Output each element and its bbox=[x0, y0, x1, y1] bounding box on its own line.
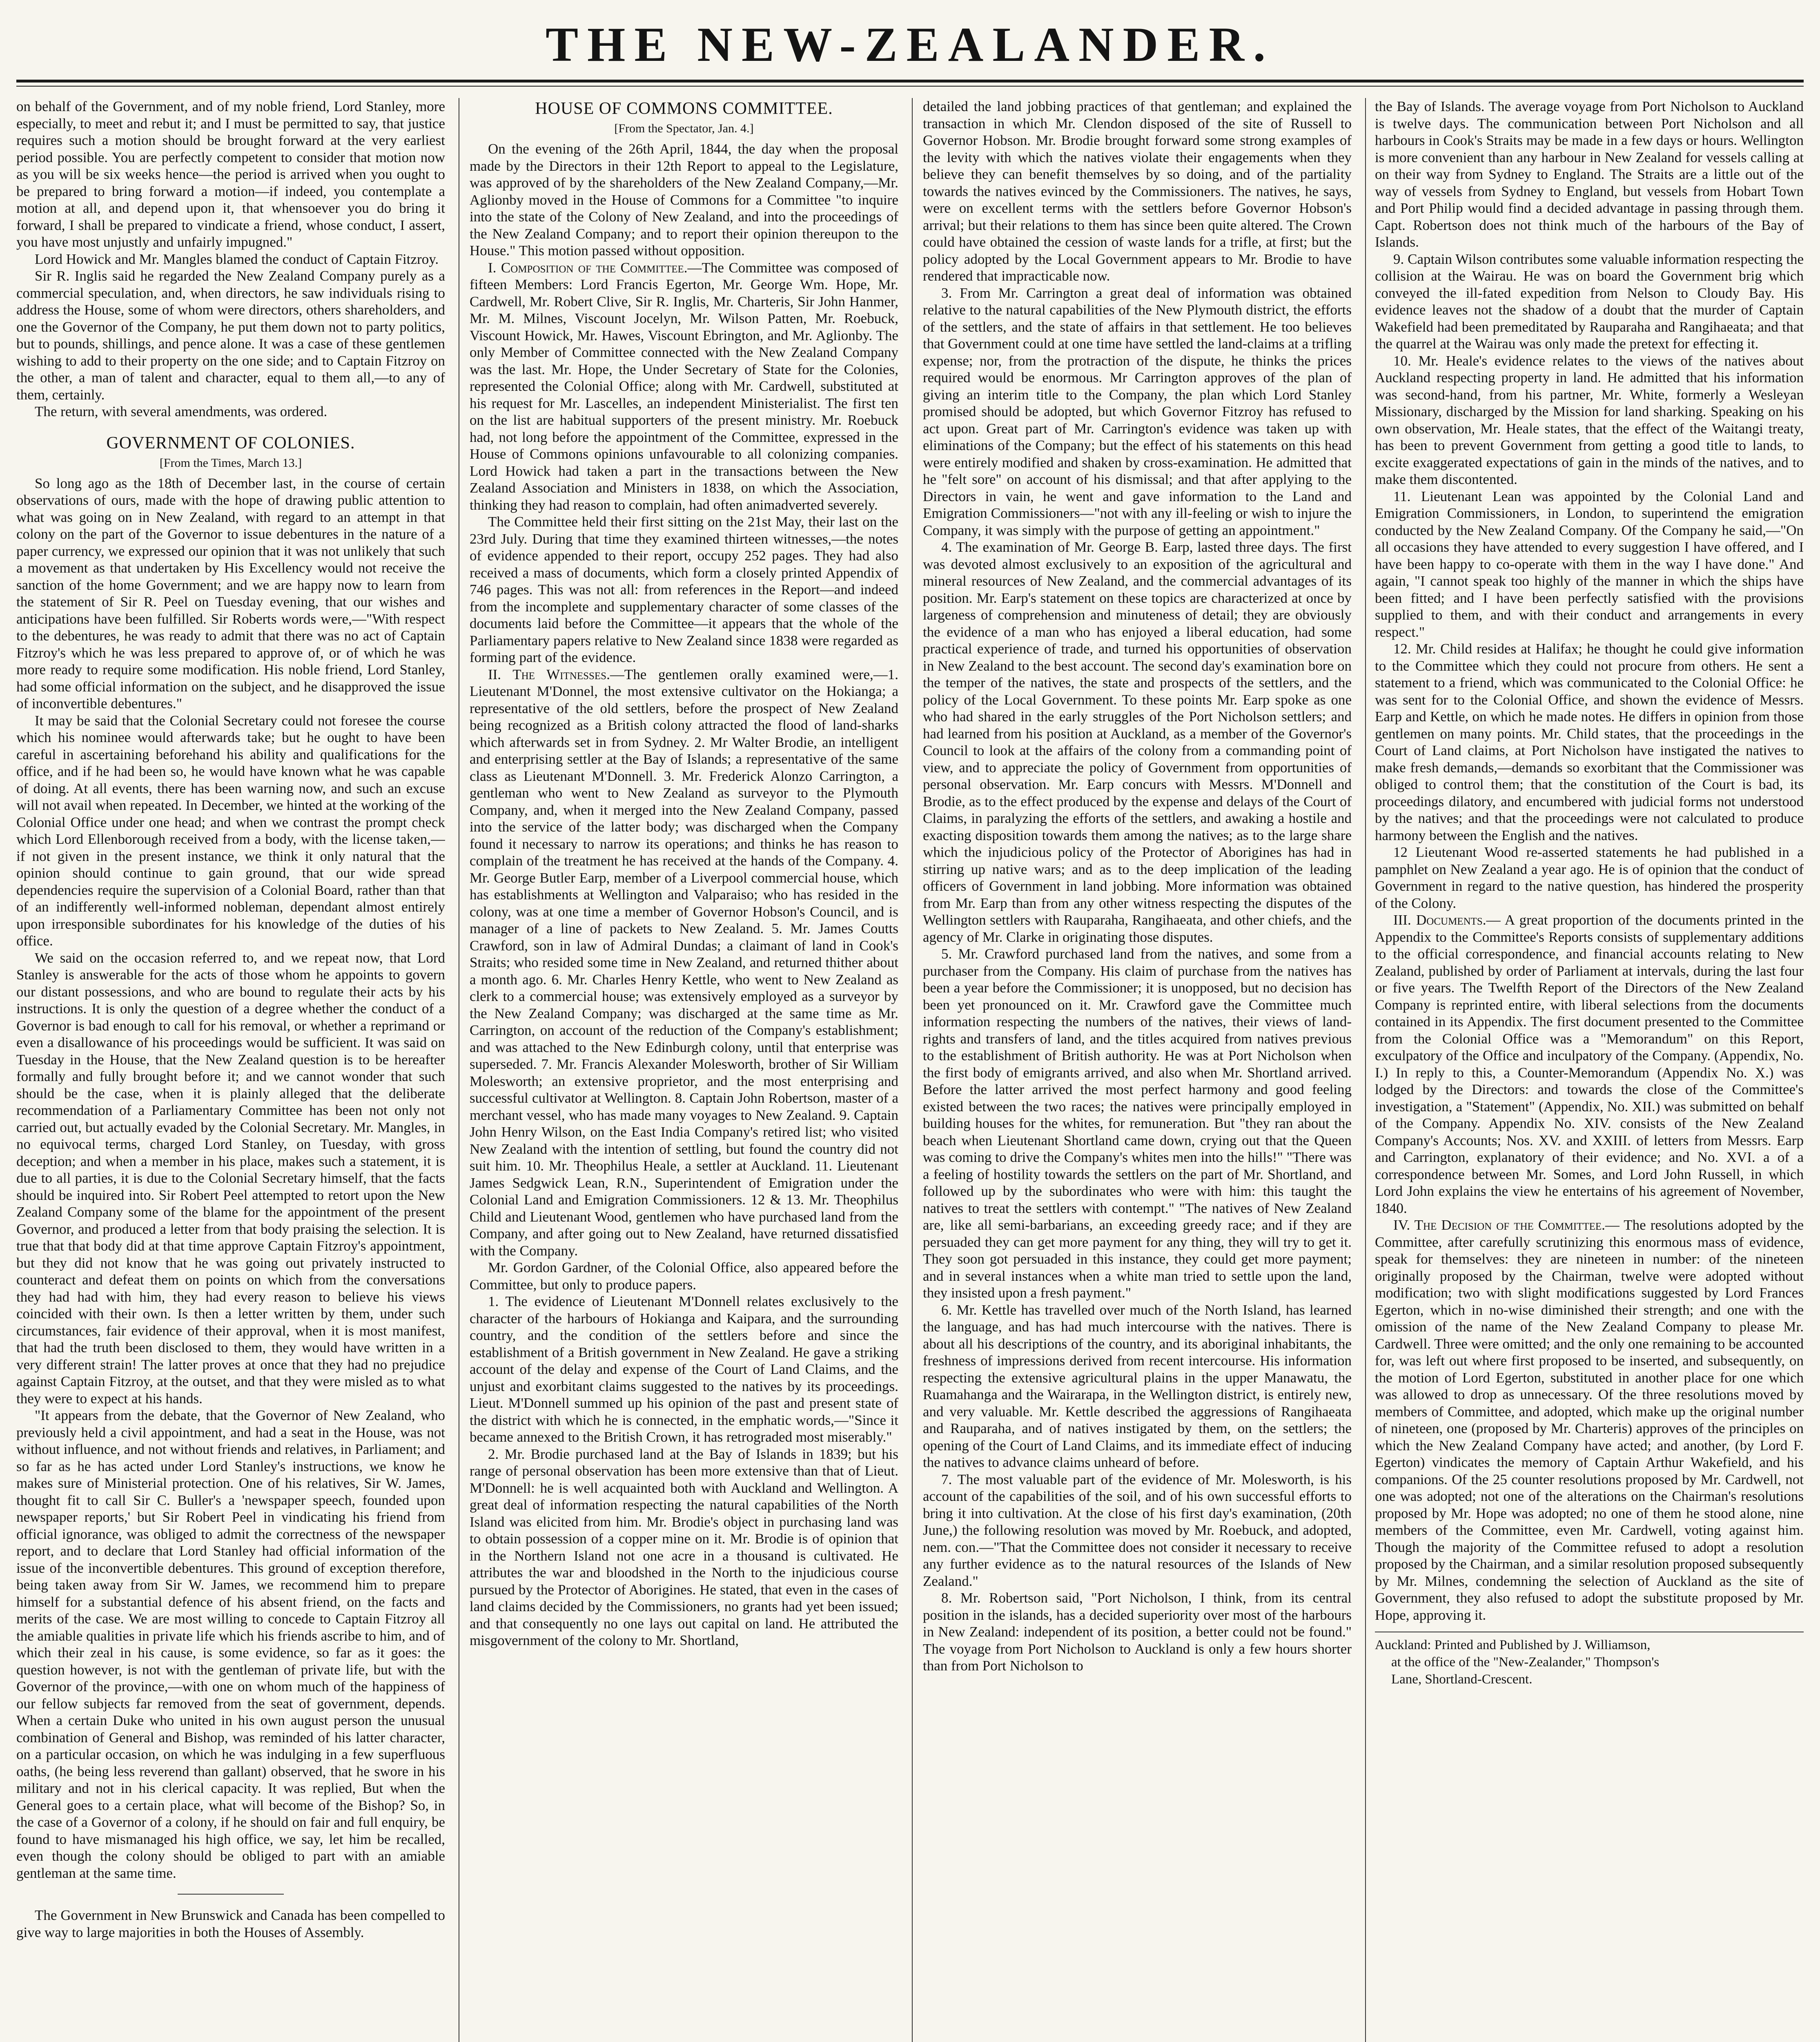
section-title: III. Documents. bbox=[1393, 912, 1486, 928]
paragraph: "It appears from the debate, that the Governor of New Zealand, who previously held a civil appointment, and had a seat in the House, was not without influence, and not without friends and relatives, in Parliament; and so far as he has acted under Lord Stanley's instructions, we know he makes sure of Ministerial protection. One of his relatives, Sir W. James, thought fit to call Sir C. Buller's a 'newspaper speech, founded upon newspaper reports,' but Sir Robert Peel in vindicating his friend from official ignorance, was obliged to admit the correctness of the newspaper report, and to declare that Lord Stanley had official information of the issue of the inconvertible debentures. This ground of exception therefore, being taken away from Sir W. James, we recommend him to prepare himself for a substantial defence of his absent friend, on the facts and merits of the case. We are most willing to concede to Captain Fitzroy all the amiable qualities in private life which his friends ascribe to him, and of which their zeal in his cause, is some evidence, so far as it goes: the question however, is not with the gentleman of private life, but with the Governor of the province,—with one on whom much of the happiness of our fellow subjects far removed from the seat of government, depends. When a certain Duke who united in his own august person the unusual combination of General and Bishop, was reminded of his latter character, on a particular occasion, on which he was indulging in a few superfluous oaths, (he being less reverend than gallant) observed, that he swore in his military and not in his clerical capacity. It was replied, But when the General goes to a certain place, what will become of the Bishop? So, in the case of a Governor of a colony, if he should on fair and full enquiry, be found to have mismanaged his high office, we say, let him be recalled, even though the colony should be obliged to part with an amiable gentleman at the same time. bbox=[16, 1407, 445, 1881]
columns bbox=[16, 98, 1804, 2042]
paragraph: We said on the occasion referred to, and we repeat now, that Lord Stanley is answerable for the acts of those whom he appoints to govern our distant possessions, and who are bound to regulate their acts by his instructions. It is only the question of a degree whether the conduct of a Governor is bad enough to call for his removal, or whether a reprimand or even a disallowance of his proceedings would be sufficient. It was said on Tuesday in the House, that the New Zealand question is to be hereafter formally and fully brought before it; and we cannot wonder that such should be the case, when it is plainly alleged that the deliberate recommendation of a Parliamentary Committee has been not only not carried out, but actually evaded by the Colonial Secretary. Mr. Mangles, in no equivocal terms, charged Lord Stanley, on Tuesday, with gross deception; and when a member in his place, makes such a statement, it is due to all parties, it is due to the Colonial Secretary himself, that the facts should be inquired into. Sir Robert Peel attempted to retort upon the New Zealand Company some of the blame for the appointment of the present Governor, and produced a letter from that body praising the selection. It is true that that body did at that time approve Captain Fitzroy's appointment, but they did not know that he was going out privately instructed to counteract and defeat them on points on which from the conversations they had had with him, they had every reason to believe his views coincided with their own. Is then a letter written by them, under such circumstances, fair evidence of their approval, when it is most manifest, that had the truth been disclosed to them, they would have written in a very different strain! The latter proves at once that they had no prejudice against Captain Fitzroy, at the outset, and that they were misled as to what they were to expect at his hands. bbox=[16, 950, 445, 1407]
imprint-line: Lane, Shortland-Crescent. bbox=[1391, 1672, 1533, 1687]
column-2 bbox=[470, 98, 898, 2042]
column-3 bbox=[923, 98, 1352, 2042]
paragraph: On the evening of the 26th April, 1844, the day when the proposal made by the Directors in their 12th Report to appeal to the Legislature, was approved of by the shareholders of the New Zealand Company,—Mr. Aglionby moved in the House of Commons for a Committee "to inquire into the state of the Colony of New Zealand, and into the proceedings of the New Zealand Company; and to report their opinion thereupon to the House." This motion passed without opposition. bbox=[470, 141, 898, 259]
divider bbox=[178, 1894, 284, 1895]
column-rule bbox=[1365, 98, 1366, 2042]
section-text: — The resolutions adopted by the Committee, after carefully scrutinizing this enormous mass of evidence, speak for themselves: they are nineteen in number: of the nineteen originally proposed by the Chairman, twelve were adopted without modification; two with slight modifications suggested by Lord Frances Egerton, which in no-wise diminished their strength; and one with the omission of the name of the New Zealand Company to please Mr. Cardwell. Three were omitted; and the only one remaining to be accounted for, was left out where first proposed to be inserted, and subsequently, on the motion of Lord Egerton, substituted in another place for one which was allowed to drop as unnecessary. Of the three resolutions moved by members of Committee, and adopted, which make up the original number of nineteen, one (proposed by Mr. Charteris) approves of the principles on which the New Zealand Company have acted; and another, (by Lord F. Egerton) vindicates the memory of Captain Arthur Wakefield, and his companions. Of the 25 counter resolutions proposed by Mr. Cardwell, not one was adopted; not one of the alterations on the Chairman's resolutions proposed by Mr. Hope was adopted; no one of them he stood alone, nine members of the Committee, even Mr. Cardwell, voting against him. Though the majority of the Committee refused to adopt a resolution proposed by the Chairman, and a similar resolution proposed subsequently by Mr. Milnes, condemning the selection of Auckland as the site of Government, they also refused to adopt the substitute proposed by Mr. Hope, approving it. bbox=[1375, 1217, 1804, 1623]
paragraph: 9. Captain Wilson contributes some valuable information respecting the collision at the Wairau. He was on board the Government brig which conveyed the ill-fated expedition from Nelson to Cloudy Bay. His evidence leaves not the shadow of a doubt that the murder of Captain Wakefield had been premeditated by Rauparaha and Rangihaeata; and that the quarrel at the Wairau was only made the pretext for effecting it. bbox=[1375, 251, 1804, 352]
paragraph: 6. Mr. Kettle has travelled over much of the North Island, has learned the language, and has had much intercourse with the natives. There is about all his descriptions of the country, and its aboriginal inhabitants, the freshness of impressions derived from recent intercourse. His information respecting the extensive agricultural plains in the upper Manawatu, the Ruamahanga and the Wairarapa, in the Wellington district, is entirely new, and very valuable. Mr. Kettle described the aggressions of Rangihaeata and Rauparaha, and of natives instigated by them, on the settlers; the opening of the Court of Land Claims, and its immediate effect of inducing the natives to advance claims unheard of before. bbox=[923, 1302, 1352, 1470]
section-paragraph bbox=[470, 259, 898, 514]
paragraph: 1. The evidence of Lieutenant M'Donnell relates exclusively to the character of the harbours of Hokianga and Kaipara, and the surrounding country, and the condition of the settlers before and since the establishment of a British government in New Zealand. He gave a striking account of the delay and expense of the Court of Land Claims, and the unjust and exorbitant claims suggested to the natives by its proceedings. Lieut. M'Donnell summed up his opinion of the past and present state of the district with which he is connected, in the emphatic words,—"Since it became annexed to the British Crown, it has retrograded most miserably." bbox=[470, 1293, 898, 1445]
paragraph: 2. Mr. Brodie purchased land at the Bay of Islands in 1839; but his range of personal observation has been more extensive than that of Lieut. M'Donnell: he is well acquainted both with Auckland and Wellington. A great deal of information respecting the natural capabilities of the North Island was elicited from him. Mr. Brodie's object in purchasing land was to obtain possession of a copper mine on it. Mr. Brodie is of opinion that in the Northern Island not one acre in a thousand is cultivated. He attributes the war and bloodshed in the North to the injudicious course pursued by the Protector of Aborigines. He stated, that even in the cases of land claims decided by the Commissioners, no grants had yet been issued; and that consequently no one lays out capital on land. He attributed the misgovernment of the colony to Mr. Shortland, bbox=[470, 1446, 898, 1648]
paragraph: 7. The most valuable part of the evidence of Mr. Molesworth, is his account of the capabilities of the soil, and of his own successful efforts to bring it into cultivation. At the close of his first day's examination, (20th June,) the following resolution was moved by Mr. Roebuck, and adopted, nem. con.—"That the Committee does not consider it necessary to receive any further evidence as to the natural resources of the Islands of New Zealand." bbox=[923, 1471, 1352, 1589]
section-title: I. Composition of the Committee. bbox=[488, 259, 688, 276]
paragraph: 10. Mr. Heale's evidence relates to the views of the natives about Auckland respecting property in land. He admitted that his information was second-hand, from his partner, Mr. White, formerly a Wesleyan Missionary, discharged by the Mission for land sharking. Speaking on his own observation, Mr. Heale states, that the effect of the Waitangi treaty, has been to prevent Government from getting a good title to lands, to excite exaggerated expectations of gain in the minds of the natives, and to make them discontented. bbox=[1375, 352, 1804, 487]
section-title: IV. The Decision of the Committee. bbox=[1393, 1217, 1605, 1233]
paragraph: 12 Lieutenant Wood re-asserted statements he had published in a pamphlet on New Zealand a year ago. He is of opinion that the conduct of Government in regard to the native question, has hindered the prosperity of the Colony. bbox=[1375, 844, 1804, 911]
paragraph: detailed the land jobbing practices of that gentleman; and explained the transaction in which Mr. Clendon disposed of the site of Russell to Governor Hobson. Mr. Brodie brought forward some strong examples of the levity with which the natives violate their engagements when they believe they can benefit themselves by so doing, and of the partiality towards the natives evinced by the Commissioners. The natives, he says, were on excellent terms with the settlers before Governor Hobson's arrival; but their relations to them has since been quite altered. The Crown could have obtained the cession of waste lands for a trifle, at first; but the policy adopted by the Local Government appears to Mr. Brodie to have rendered that impracticable now. bbox=[923, 98, 1352, 284]
paragraph: The Committee held their first sitting on the 21st May, their last on the 23rd July. During that time they examined thirteen witnesses,—the notes of evidence appended to their report, occupy 252 pages. They had also received a mass of documents, which form a closely printed Appendix of 746 pages. This was not all: from references in the Report—and indeed from the incomplete and supplementary character of some classes of the documents laid before the Committee—it appears that the whole of the Parliamentary papers relative to New Zealand since 1838 were regarded as forming part of the evidence. bbox=[470, 514, 898, 665]
paragraph: 5. Mr. Crawford purchased land from the natives, and some from a purchaser from the Company. His claim of purchase from the natives has been a year before the Commissioner; it is unopposed, but no decision has been yet pronounced on it. Mr. Crawford gave the Committee much information respecting the numbers of the natives, their views of land-rights and transfers of land, and the titles acquired from natives previous to the establishment of British authority. He was at Port Nicholson when the first body of emigrants arrived, and also when Mr. Shortland arrived. Before the latter arrived the most perfect harmony and good feeling existed between the two races; the natives were principally employed in building houses for the whites, for remuneration. But "they ran about the beach when Lieutenant Shortland came down, crying out that the Queen was coming to drive the Company's whites men into the hills!" "There was a feeling of hostility towards the settlers on the part of Mr. Shortland, and followed up by the subordinates who were with him: this taught the natives to treat the settlers with contempt." "The natives of New Zealand are, like all semi-barbarians, an exceeding greedy race; and if they are persuaded they can get more payment for any thing, they will try to get it. They soon got persuaded in this instance, they could get more payment; and in several instances when a white man tried to settle upon the land, they insisted upon a fresh payment." bbox=[923, 946, 1352, 1301]
paragraph: Mr. Gordon Gardner, of the Colonial Office, also appeared before the Committee, but only to produce papers. bbox=[470, 1260, 898, 1293]
paragraph: the Bay of Islands. The average voyage from Port Nicholson to Auckland is twelve days. The communication between Port Nicholson and all harbours in Cook's Straits may be made in a few days or hours. Wellington is more convenient than any harbour in New Zealand for vessels calling at on their way from Sydney to England. The Straits are a little out of the way of vessels from Sydney to England, but vessels from Hobart Town and Port Philip would find a decided advantage in passing through them. Capt. Robertson does not think much of the harbours of the Bay of Islands. bbox=[1375, 98, 1804, 250]
column-1 bbox=[16, 98, 445, 2042]
paragraph: The Government in New Brunswick and Canada has been compelled to give way to large majorities in both the Houses of Assembly. bbox=[16, 1907, 445, 1940]
paragraph: Sir R. Inglis said he regarded the New Zealand Company purely as a commercial speculation, and, when directors, he saw individuals rising to address the House, some of whom were directors, others shareholders, and one the Governor of the Company, he put them down not to party politics, but to pounds, shillings, and pence alone. It was a case of these gentlemen wishing to add to their property on the one side; and to Captain Fitzroy on the other, a man of talent and character, equal to them all,—to any of them, certainly. bbox=[16, 268, 445, 403]
paragraph: 8. Mr. Robertson said, "Port Nicholson, I think, from its central position in the islands, has a decided superiority over most of the harbours in New Zealand: independent of its position, a better could not be found." The voyage from Port Nicholson to Auckland is only a few hours shorter than from Port Nicholson to bbox=[923, 1590, 1352, 1674]
paragraph: 11. Lieutenant Lean was appointed by the Colonial Land and Emigration Commissioners, in London, to superintend the emigration conducted by the New Zealand Company. Of the Company he said,—"On all occasions they have attended to every suggestion I have offered, and I have been happy to co-operate with them in the way I have done." And again, "I cannot speak too highly of the manner in which the ships have been fitted; and I have been perfectly satisfied with the provisions supplied to them, and with their conduct and arrangements in every respect." bbox=[1375, 488, 1804, 640]
column-rule bbox=[912, 98, 913, 2042]
paragraph: The return, with several amendments, was ordered. bbox=[35, 403, 327, 419]
paragraph: So long ago as the 18th of December last, in the course of certain observations of ours, made with the hope of drawing public attention to what was going on in New Zealand, with regard to an attempt in that colony on the part of the Governor to issue debentures in the nature of a paper currency, we expressed our opinion that it was not unlikely that such a movement as that undertaken by His Excellency would not receive the sanction of the home Government; and we are happy now to learn from the statement of Sir R. Peel on Tuesday evening, that our wishes and anticipations have been fulfilled. Sir Roberts words were,—"With respect to the debentures, he was ready to admit that there was no act of Captain Fitzroy's which he was less prepared to approve of, or of which he was more ready to require some modification. His noble friend, Lord Stanley, had some official information on the subject, and he disapproved the issue of inconvertible debentures." bbox=[16, 475, 445, 711]
paragraph: 12. Mr. Child resides at Halifax; he thought he could give information to the Committee which they could not procure from others. He sent a statement to a friend, which was communicated to the Colonial Office: he was sent for to the Colonial Office, and shown the evidence of Messrs. Earp and Kettle, on which he made notes. He differs in opinion from those gentlemen on many points. Mr. Child states, that the proceedings in the Court of Land claims, at Port Nicholson have instigated the natives to make fresh demands,—demands so exorbitant that the Commissioner was obliged to control them; that the constitution of the Court is bad, its proceedings dilatory, and encumbered with judicial forms not understood by the natives; and that the proceedings were not calculated to produce harmony between the English and the natives. bbox=[1375, 641, 1804, 843]
paragraph: 4. The examination of Mr. George B. Earp, lasted three days. The first was devoted almost exclusively to an exposition of the agricultural and mineral resources of New Zealand, and the commercial advantages of its position. Mr. Earp's statement on these topics are characterized at once by largeness of comprehension and minuteness of detail; they are obviously the evidence of a man who has enjoyed a liberal education, had some practical experience of trade, and turned his opportunities of observation in New Zealand to the best account. The second day's examination bore on the temper of the natives, the state and prospects of the settlers, and the policy of the Local Government. To these points Mr. Earp spoke as one who had shared in the early struggles of the Port Nicholson settlers; and had learned from his position at Auckland, as a member of the Governor's Council to look at the affairs of the colony from a commanding point of view, and to appreciate the policy of Government from opportunities of personal observation. Mr. Earp concurs with Messrs. M'Donnell and Brodie, as to the effect produced by the expense and delays of the Court of Claims, in paralyzing the efforts of the settlers, and awaking a hostile and exacting disposition towards them among the natives; as to the large share which the injudicious policy of the Protector of Aborigines has had in stirring up native wars; and as to the deep implication of the leading officers of Government in land jobbing. More information was obtained from Mr. Earp than from any other witness respecting the disputes of the Wellington settlers with Rauparaha, Rangihaeata, and other chiefs, and the agency of Mr. Clarke in originating those disputes. bbox=[923, 539, 1352, 945]
imprint-line: Auckland: Printed and Published by J. Williamson, bbox=[1375, 1638, 1651, 1652]
imprint-line: at the office of the "New-Zealander," Thompson's bbox=[1391, 1655, 1660, 1670]
paragraph: 3. From Mr. Carrington a great deal of information was obtained relative to the natural capabilities of the New Plymouth district, the efforts of the settlers, and the state of affairs in that settlement. He too believes that Government could at one time have settled the land-claims at a trifling expense; nor, from the protraction of the dispute, he thinks the prices required would be enormous. Mr Carrington approves of the plan of giving an interim title to the Company, the plan which Lord Stanley promised should be adopted, but which Governor Fitzroy has refused to act upon. Great part of Mr. Carrington's evidence was taken up with eliminations of the Company; but the effect of his statements on this head were entirely modified and shaken by cross-examination. He admitted that he "felt sore" on account of his dismissal; and that after applying to the Directors in vain, he went and gave information to the Land and Emigration Commissioners—"not with any ill-feeling or wish to injure the Company, it was simply with the purpose of getting an appointment." bbox=[923, 285, 1352, 538]
paragraph: It may be said that the Colonial Secretary could not foresee the course which his nominee would afterwards take; but he ought to have been careful in ascertaining beforehand his ability and qualifications for the office, and if he had been so, he would have known what he was capable of doing. At all events, there has been warning now, and such an excuse will not avail when repeated. In December, we hinted at the working of the Colonial Office under one head; and when we contrast the prompt check which Lord Ellenborough received from a body, with the license taken,—if not given in the present instance, we think it only natural that the opinion should continue to gain ground, that our wide spread dependencies require the supervision of a Colonial Board, rather than that of an indifferently well-informed nobleman, dependant almost entirely upon irresponsible subordinates for his knowledge of the duties of his office. bbox=[16, 712, 445, 949]
section-paragraph bbox=[470, 666, 898, 1260]
newspaper-title: THE NEW-ZEALANDER. bbox=[545, 17, 1275, 71]
section-paragraph bbox=[1375, 912, 1804, 1217]
article-source: [From the Times, March 13.] bbox=[159, 456, 302, 470]
section-paragraph bbox=[1375, 1217, 1804, 1623]
column-4 bbox=[1375, 98, 1804, 2042]
section-title: II. The Witnesses. bbox=[488, 666, 610, 682]
article-source: [From the Spectator, Jan. 4.] bbox=[614, 122, 754, 135]
masthead bbox=[0, 0, 1820, 94]
imprint bbox=[1375, 1636, 1804, 1688]
paragraph: on behalf of the Government, and of my noble friend, Lord Stanley, more especially, to meet and rebut it; and I must be permitted to say, that justice requires such a motion should be brought forward at the very earliest period possible. You are perfectly competent to consider that motion now as you will be six weeks hence—the period is arrived when you ought to be prepared to bring forward a motion—if indeed, you contemplate a motion at all, and depend upon it, that whensoever you do bring it forward, I shall be prepared to vindicate a friend, whose conduct, I assert, you have most unjustly and unfairly impugned." bbox=[16, 98, 445, 250]
article-heading: GOVERNMENT OF COLONIES. bbox=[106, 433, 355, 453]
article-heading: HOUSE OF COMMONS COMMITTEE. bbox=[535, 99, 833, 118]
section-text: — A great proportion of the documents printed in the Appendix to the Committee's Reports consists of supplementary additions to the official correspondence, and financial accounts relating to New Zealand, published by order of Parliament at intervals, during the last four or five years. The Twelfth Report of the Directors of the New Zealand Company is reprinted entire, with liberal selections from the documents contained in its Appendix. The first document presented to the Committee from the Colonial Office was a "Memorandum" on this Report, exculpatory of the Office and inculpatory of the Company. (Appendix, No. I.) In reply to this, a Counter-Memorandum (Appendix No. X.) was lodged by the Directors: and towards the close of the Committee's investigation, a "Statement" (Appendix, No. XII.) was submitted on behalf of the Company. Appendix No. XIV. consists of the New Zealand Company's Accounts; Nos. XV. and XXIII. of letters from Messrs. Earp and Carrington, explanatory of their evidence; and No. XVI. a of a correspondence between Mr. Somes, and Lord John Russell, in which Lord John explains the view he entertains of his agreement of November, 1840. bbox=[1375, 912, 1804, 1216]
section-text: —The Committee was composed of fifteen Members: Lord Francis Egerton, Mr. George Wm. Hope, Mr. Cardwell, Mr. Robert Clive, Sir R. Inglis, Mr. Charteris, Sir John Hanmer, Mr. M. Milnes, Viscount Jocelyn, Mr. Wilson Patten, Mr. Roebuck, Viscount Howick, Mr. Hawes, Viscount Ebrington, and Mr. Aglionby. The only Member of Committee connected with the New Zealand Company was the last. Mr. Hope, the Under Secretary of State for the Colonies, represented the Colonial Office; along with Mr. Cardwell, substituted at his request for Mr. Lascelles, an independent Ministerialist. The first ten on the list are habitual supporters of the present ministry. Mr. Roebuck had, not long before the appointment of the Committee, expressed in the House of Commons opinions unfavourable to all colonizing companies. Lord Howick had taken a part in the transactions between the New Zealand Association and Ministers in 1838, on which the Association, thinking they had reason to complain, had often animadverted severely. bbox=[470, 259, 898, 513]
masthead-rule-thin bbox=[16, 86, 1804, 87]
paragraph: Lord Howick and Mr. Mangles blamed the conduct of Captain Fitzroy. bbox=[35, 251, 439, 267]
section-text: —The gentlemen orally examined were,—1. Lieutenant M'Donnel, the most extensive cultivator on the Hokianga; a representative of the old settlers, before the prospect of New Zealand being recognized as a British colony attracted the flood of land-sharks which afterwards set in from Sydney. 2. Mr Walter Brodie, an intelligent and enterprising settler at the Bay of Islands; a representative of the same class as Lieutenant M'Donnell. 3. Mr. Frederick Alonzo Carrington, a gentleman who went to New Zealand as surveyor to the Plymouth Company, and, when it merged into the New Zealand Company, passed into the service of the latter body; was discharged when the Company found it necessary to narrow its operations; and thinks he has reason to complain of the treatment he has received at the hands of the Company. 4. Mr. George Butler Earp, member of a Liverpool commercial house, which has establishments at Wellington and Valparaiso; who has resided in the colony, was at one time a member of Governor Hobson's Council, and is manager of a line of packets to New Zealand. 5. Mr. James Coutts Crawford, son in law of Admiral Dundas; a claimant of land in Cook's Straits; who resided some time in New Zealand, and returned thither about a month ago. 6. Mr. Charles Henry Kettle, who went to New Zealand as clerk to a commercial house; was extensively employed as a surveyor by the New Zealand Company; was discharged at the same time as Mr. Carrington, on account of the reduction of the Company's establishment; and was attached to the New Edinburgh colony, until that enterprise was superseded. 7. Mr. Francis Alexander Molesworth, brother of Sir William Molesworth; an extensive proprietor, and the most enterprising and successful cultivator at Wellington. 8. Captain John Robertson, master of a merchant vessel, who has made many voyages to New Zealand. 9. Captain John Henry Wilson, on the East India Company's retired list; who visited New Zealand with the intention of settling, but found the country did not suit him. 10. Mr. Theophilus Heale, a settler at Auckland. 11. Lieutenant James Sedgwick Lean, R.N., Superintendent of Emigration under the Colonial Land and Emigration Commissioners. 12 & 13. Mr. Theophilus Child and Lieutenant Wood, gentlemen who have purchased land from the Company, and after going out to New Zealand, have returned dissatisfied with the Company. bbox=[470, 666, 898, 1259]
masthead-rule bbox=[16, 80, 1804, 82]
